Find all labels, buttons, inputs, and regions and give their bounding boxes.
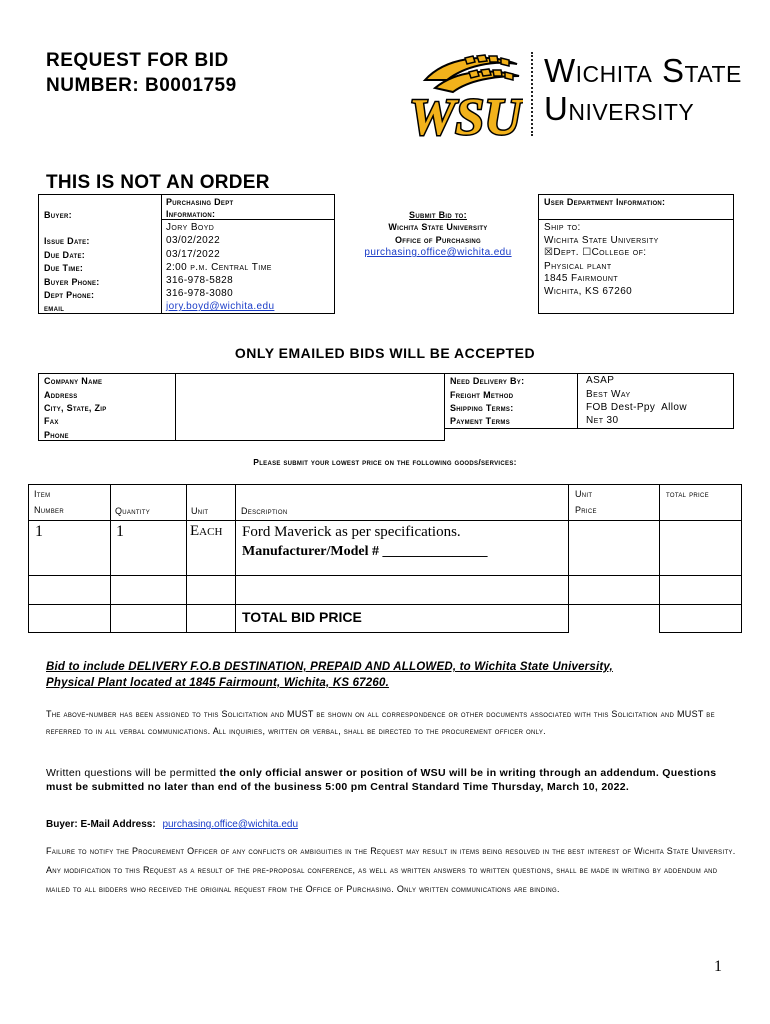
dept-college-line [544,247,646,258]
items-table [28,484,742,633]
due-date: 03/17/2022 [166,249,221,260]
need-delivery-value: ASAP [586,375,615,386]
college-checkbox[interactable]: ☐ [582,247,592,258]
ship-org: Wichita State University [544,235,659,246]
total-bid-price-input[interactable] [660,605,742,633]
wheat-icon [425,55,519,92]
freight-method-value: Best Way [586,389,631,400]
row-description-text: Ford Maverick as per specifications. [242,524,461,540]
phone-label: Phone [44,430,69,440]
table-row-empty [29,576,742,605]
table-row [29,521,742,576]
ship-dept: Physical plant [544,261,612,272]
due-time-label: Due Time: [44,263,84,273]
logo-divider [531,52,533,136]
submit-org: Wichita State University [388,222,488,232]
wsu-letters [409,89,523,146]
questions-paragraph: Written questions will be permitted the only official answer or position of WSU will be in writing through an addendum. Questions must be submitted no later than end of the business 5:00 pm Central Standard Time Thursday, March 10, 2022. [46,767,717,793]
buyer-email-link[interactable]: jory.boyd@wichita.edu [166,301,275,312]
col-unit-price: Unit Price [569,485,660,521]
due-date-label: Due Date: [44,250,86,260]
buyer-phone-label: Buyer Phone: [44,277,100,287]
shipping-terms-value: FOB Dest-Ppy Allow [586,402,687,413]
buyer-email-address[interactable]: purchasing.office@wichita.edu [162,819,299,830]
title-line-2: NUMBER: B0001759 [46,75,237,96]
row-description [236,521,569,576]
submit-email-link[interactable]: purchasing.office@wichita.edu [364,247,512,258]
logo-text: WSU [409,89,522,146]
dept-phone-label: Dept Phone: [44,290,95,300]
purchasing-label-2: Information: [166,209,216,219]
college-label: College of: [591,247,647,258]
wsu-logo [405,50,523,150]
issue-date: 03/02/2022 [166,235,221,246]
ship-city: Wichita, KS 67260 [544,286,633,297]
address-label: Address [44,390,78,400]
company-name-label: Company Name [44,376,103,386]
city-state-zip-label: City, State, Zip [44,403,107,413]
buyer-email-line [46,816,736,833]
row-total-price-input[interactable] [660,521,742,576]
ship-address: 1845 Fairmount [544,273,619,284]
manufacturer-model-field[interactable]: Manufacturer/Model # _______________ [242,544,488,559]
submit-lowest-price-notice: Please submit your lowest price on the following goods/services: [253,457,517,467]
university-name-line-1: Wichita State [544,52,742,89]
buyer-phone: 316-978-5828 [166,275,234,286]
freight-method-label: Freight Method [450,390,514,400]
issue-date-label: Issue Date: [44,236,90,246]
submit-bid-label: Submit Bid to: [409,210,467,220]
university-name-line-2: University [544,90,695,127]
buyer-name: Jory Boyd [166,222,215,233]
col-unit: Unit [187,485,236,521]
row-unit-price-input[interactable] [569,521,660,576]
total-bid-price-label: TOTAL BID PRICE [236,605,569,633]
total-row [29,605,742,633]
emailed-bids-notice: ONLY EMAILED BIDS WILL BE ACCEPTED [234,345,536,361]
col-description: Description [236,485,569,521]
fax-label: Fax [44,416,59,426]
submit-office: Office of Purchasing [394,235,481,245]
row-quantity: 1 [111,521,187,576]
table-header-row [29,485,742,521]
title-line-1: REQUEST FOR BID [46,50,229,71]
col-item-number: Item Number [29,485,111,521]
shipping-terms-label: Shipping Terms: [450,403,514,413]
number-notice: The above-number has been assigned to this Solicitation and MUST be shown on all correspondence or other documents associated with this Solicitation and MUST be referred to in all verbal communications. All inquiries, written or verbal, shall be directed to the procurement officer only. [46,709,715,736]
need-delivery-label: Need Delivery By: [450,376,525,386]
user-dept-label: User Department Information: [544,197,666,207]
dept-label: Dept. [553,247,579,258]
delivery-terms: Bid to include DELIVERY F.O.B DESTINATION, PREPAID AND ALLOWED, to Wichita State University, Physical Plant located at 1845 Fairmount, Wichita, KS 67260. [46,661,613,689]
email-label: email [44,303,65,313]
col-quantity: Quantity [111,485,187,521]
dept-phone: 316-978-3080 [166,288,234,299]
dept-checkbox[interactable]: ☒ [544,247,554,258]
page-number: 1 [714,958,722,975]
failure-notice: Failure to notify the Procurement Officer of any conflicts or ambiguities in the Request may result in items being resolved in the best interest of Wichita State University. Any modification to this Request as a result of the pre-proposal conference, as well as written answers to written questions, shall be made in writing by addendum and mailed to all bidders who received the original request from the Office of Purchasing. Only written communications are binding. [46,846,736,894]
company-entry-cell[interactable] [175,373,445,441]
buyer-label: Buyer: [44,210,72,220]
row-item-number: 1 [29,521,111,576]
payment-terms-value: Net 30 [586,415,619,426]
not-an-order-heading: THIS IS NOT AN ORDER [46,172,270,193]
ship-to-label: Ship to: [544,222,581,233]
row-unit: Each [187,521,236,576]
buyer-email-label: Buyer: E-Mail Address: [46,819,156,830]
payment-terms-label: Payment Terms [450,416,511,426]
col-total-price: total price [660,485,742,521]
purchasing-label-1: Purchasing Dept [166,197,234,207]
due-time: 2:00 p.m. Central Time [166,262,272,273]
